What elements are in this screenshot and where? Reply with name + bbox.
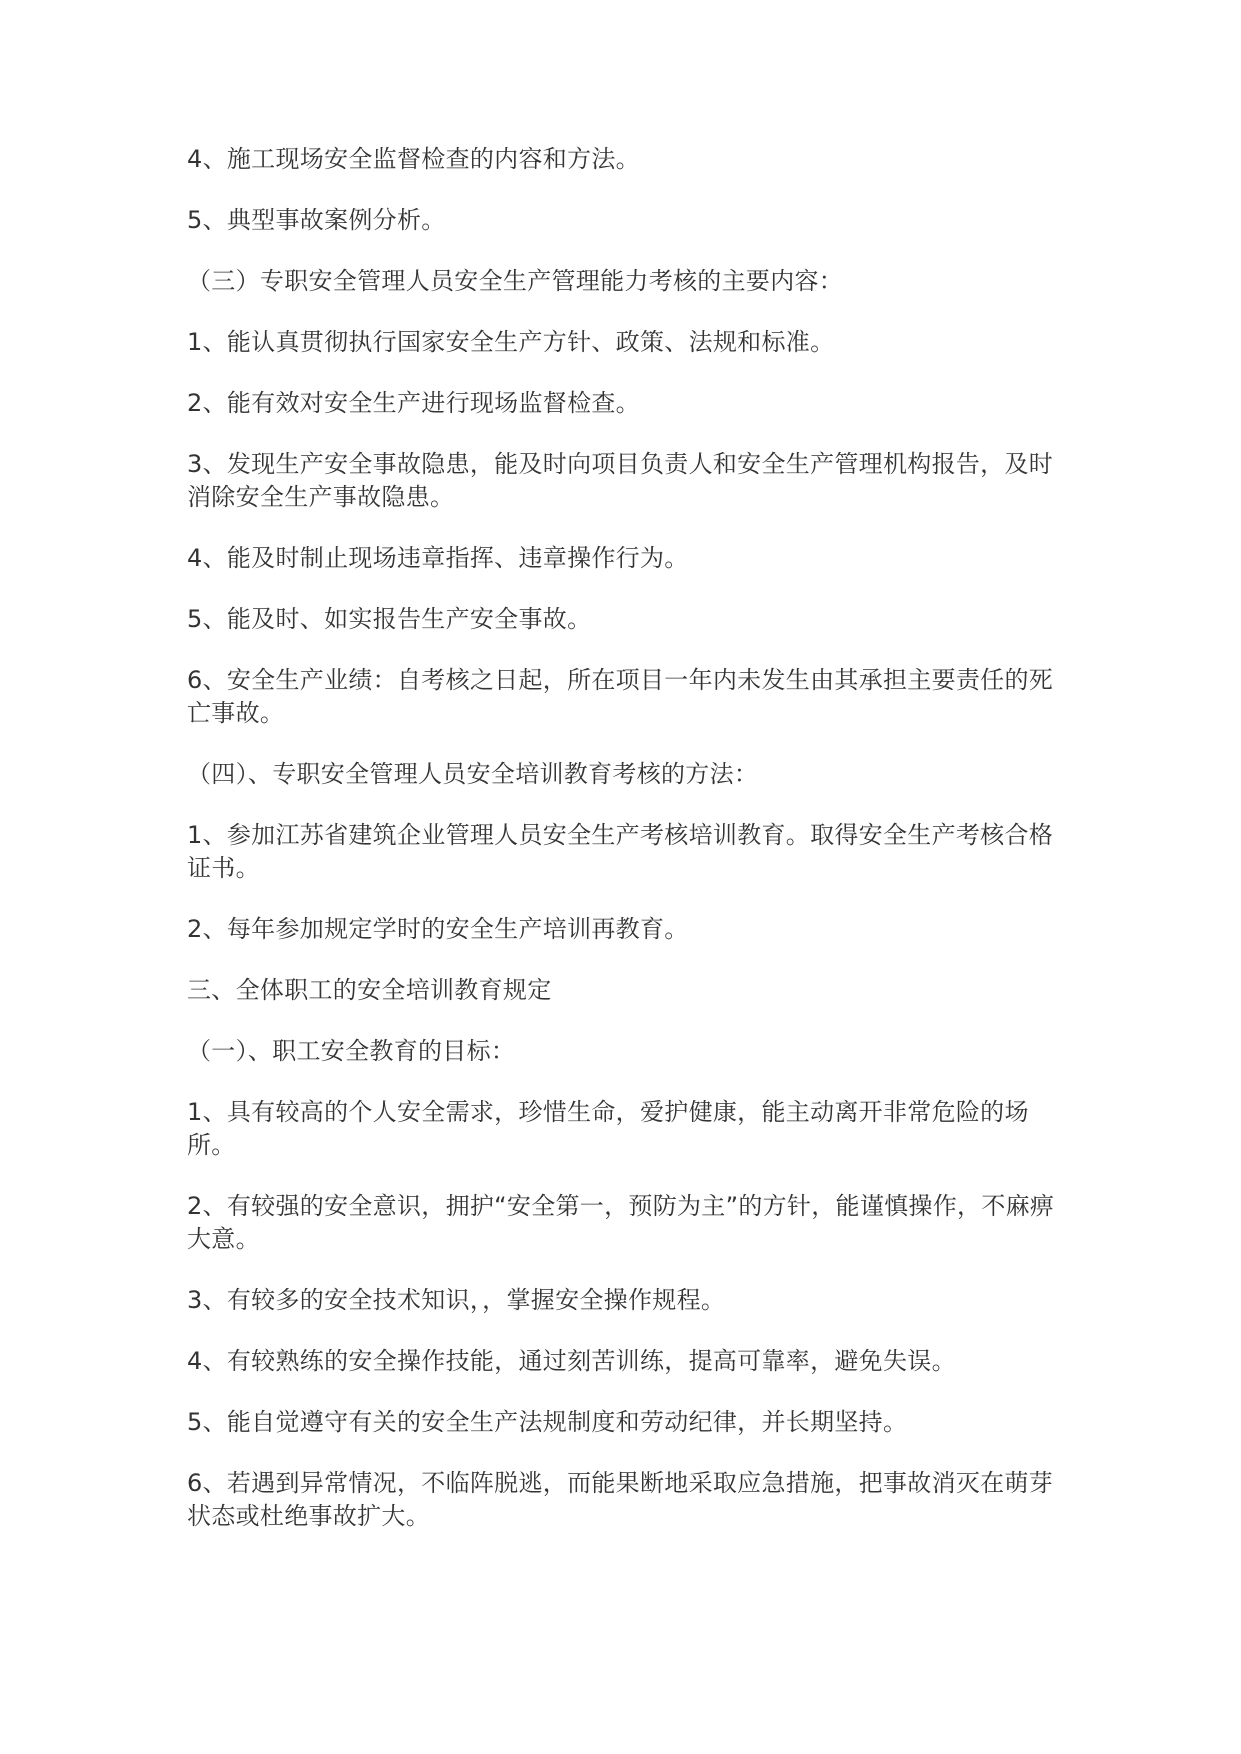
paragraph: 5、能自觉遵守有关的安全生产法规制度和劳动纪律，并长期坚持。	[187, 1408, 908, 1436]
paragraph: 6、安全生产业绩：自考核之日起，所在项目一年内未发生由其承担主要责任的死亡事故。	[187, 666, 1054, 727]
paragraph: 1、具有较高的个人安全需求，珍惜生命，爱护健康，能主动离开非常危险的场所。	[187, 1098, 1029, 1159]
paragraph: 2、能有效对安全生产进行现场监督检查。	[187, 389, 640, 417]
section-heading: 三、全体职工的安全培训教育规定	[187, 976, 552, 1004]
section-heading: （三）专职安全管理人员安全生产管理能力考核的主要内容：	[187, 267, 844, 295]
paragraph: 3、发现生产安全事故隐患，能及时向项目负责人和安全生产管理机构报告，及时消除安全生产事故隐患。	[187, 450, 1054, 511]
section-heading: （一）、职工安全教育的目标：	[187, 1037, 516, 1065]
paragraph: 4、施工现场安全监督检查的内容和方法。	[187, 145, 640, 173]
paragraph: 2、每年参加规定学时的安全生产培训再教育。	[187, 915, 689, 943]
paragraph: 5、能及时、如实报告生产安全事故。	[187, 605, 592, 633]
document-body	[187, 143, 1057, 1561]
section-heading: （四）、专职安全管理人员安全培训教育考核的方法：	[187, 760, 759, 788]
paragraph: 1、能认真贯彻执行国家安全生产方针、政策、法规和标准。	[187, 328, 835, 356]
paragraph: 4、有较熟练的安全操作技能，通过刻苦训练，提高可靠率，避免失误。	[187, 1347, 956, 1375]
paragraph: 1、参加江苏省建筑企业管理人员安全生产考核培训教育。取得安全生产考核合格证书。	[187, 821, 1054, 882]
paragraph: 6、若遇到异常情况，不临阵脱逃，而能果断地采取应急措施，把事故消灭在萌芽状态或杜绝事故扩大。	[187, 1469, 1054, 1530]
paragraph: 4、能及时制止现场违章指挥、违章操作行为。	[187, 544, 689, 572]
paragraph: 2、有较强的安全意识，拥护“安全第一，预防为主”的方针，能谨慎操作，不麻痹大意。	[187, 1192, 1055, 1253]
paragraph: 5、典型事故案例分析。	[187, 206, 446, 234]
paragraph: 3、有较多的安全技术知识，，掌握安全操作规程。	[187, 1286, 726, 1314]
